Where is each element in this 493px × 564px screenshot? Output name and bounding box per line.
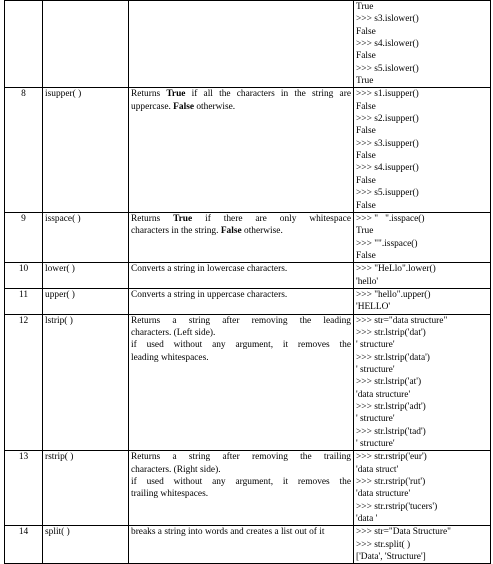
example-line: False — [356, 51, 376, 62]
description-line — [131, 451, 351, 463]
description-text: characters in the string. — [131, 226, 221, 237]
row-number: 9 — [5, 212, 43, 262]
description-cell — [129, 263, 354, 289]
description-cell — [129, 314, 354, 451]
example-line: >>> "HeLlo".lower() — [356, 264, 436, 275]
description-line — [131, 488, 351, 500]
examples-cell — [354, 212, 491, 262]
example-line: False — [356, 126, 376, 137]
example-line: >>> str.split( ) — [356, 539, 411, 550]
function-name — [43, 1, 129, 88]
example-line: >>> str.lstrip('data') — [356, 352, 430, 363]
description-line — [131, 315, 351, 327]
table-row — [5, 263, 491, 289]
table-body — [5, 1, 491, 564]
description-line — [131, 289, 351, 301]
examples-cell — [354, 288, 491, 314]
example-line: ' structure' — [356, 414, 395, 425]
example-line: ' structure' — [356, 364, 395, 375]
example-line: >>> s3.islower() — [356, 14, 419, 25]
description-text: characters. (Right side). — [131, 464, 221, 475]
table-row — [5, 314, 491, 451]
row-number: 14 — [5, 526, 43, 564]
table-row — [5, 88, 491, 212]
description-line — [131, 352, 351, 364]
example-line: >>> str.lstrip('at') — [356, 377, 422, 388]
description-text: if all the characters in the string are — [185, 89, 351, 100]
examples-cell — [354, 88, 491, 212]
example-line: 'data ' — [356, 514, 378, 525]
description-text: uppercase. — [131, 101, 174, 112]
table-row — [5, 212, 491, 262]
description-text: if used without any argument, it removes the — [131, 477, 351, 488]
row-number: 13 — [5, 451, 43, 526]
examples-cell — [354, 1, 491, 88]
function-name: isspace( ) — [43, 212, 129, 262]
example-line: >>> s5.isupper() — [356, 188, 419, 199]
description-text: trailing whitespaces. — [131, 489, 209, 500]
description-line — [131, 476, 351, 488]
function-name: isupper( ) — [43, 88, 129, 212]
example-line: True — [356, 2, 374, 12]
description-line — [131, 225, 351, 237]
examples-cell — [354, 451, 491, 526]
examples-cell — [354, 526, 491, 564]
table-row — [5, 288, 491, 314]
example-line: ['Data', 'Structure'] — [356, 552, 426, 563]
example-line: >>> s2.isupper() — [356, 114, 419, 125]
description-text: otherwise. — [194, 101, 236, 112]
example-line: >>> str.rstrip('tucers') — [356, 501, 438, 512]
description-cell — [129, 1, 354, 88]
example-line: >>> s1.isupper() — [356, 89, 419, 100]
example-line: False — [356, 151, 376, 162]
function-name: lower( ) — [43, 263, 129, 289]
example-line: False — [356, 250, 376, 261]
example-line: >>> str.lstrip('dat') — [356, 327, 426, 338]
example-line: 'data structure' — [356, 489, 411, 500]
row-number: 8 — [5, 88, 43, 212]
description-cell — [129, 526, 354, 564]
examples-cell — [354, 263, 491, 289]
example-line: False — [356, 101, 376, 112]
example-line: >>> str.lstrip('adt') — [356, 402, 426, 412]
example-line: >>> str.lstrip('tad') — [356, 426, 426, 437]
function-name: rstrip( ) — [43, 451, 129, 526]
description-text: Returns a string after removing the leading — [131, 315, 351, 326]
function-name: lstrip( ) — [43, 314, 129, 451]
examples-cell — [354, 314, 491, 451]
description-cell — [129, 451, 354, 526]
description-text: Returns a string after removing the trailing — [131, 452, 351, 463]
description-cell — [129, 88, 354, 212]
example-line: >>> s4.isupper() — [356, 163, 419, 174]
description-line — [131, 263, 351, 275]
description-text: if used without any argument, it removes the — [131, 340, 351, 351]
description-line — [131, 526, 351, 538]
table-row — [5, 526, 491, 564]
description-text: Converts a string in lowercase characters. — [131, 264, 288, 275]
example-line: 'data struct' — [356, 464, 399, 475]
example-line: True — [356, 226, 374, 237]
description-line — [131, 327, 351, 339]
example-line: 'data structure' — [356, 389, 411, 400]
description-keyword: False — [220, 226, 242, 237]
description-text: otherwise. — [241, 226, 283, 237]
description-line — [131, 213, 351, 225]
function-name: split( ) — [43, 526, 129, 564]
example-line: >>> str="Data Structure" — [356, 527, 451, 538]
example-line: >>> s3.isupper() — [356, 138, 419, 149]
description-keyword: True — [166, 89, 186, 100]
description-line — [131, 464, 351, 476]
description-text: characters. (Left side). — [131, 327, 216, 338]
string-methods-table — [4, 0, 491, 564]
description-cell — [129, 212, 354, 262]
row-number: 12 — [5, 314, 43, 451]
description-keyword: False — [173, 101, 195, 112]
description-text: breaks a string into words and creates a list out of it — [131, 527, 325, 538]
function-name: upper( ) — [43, 288, 129, 314]
example-line: >>> s5.islower() — [356, 63, 419, 74]
description-line — [131, 339, 351, 351]
description-text: Converts a string in uppercase characters. — [131, 289, 288, 300]
row-number: 11 — [5, 288, 43, 314]
example-line: ' structure' — [356, 439, 395, 450]
description-text: Returns — [131, 89, 167, 100]
example-line: False — [356, 26, 376, 37]
description-text: leading whitespaces. — [131, 352, 209, 363]
description-text: if there are only whitespace — [192, 213, 351, 224]
example-line: 'hello' — [356, 276, 379, 287]
description-line — [131, 101, 351, 113]
example-line: True — [356, 76, 374, 87]
example-line: >>> str.rstrip('rut') — [356, 477, 426, 488]
row-number — [5, 1, 43, 88]
description-text: Returns — [131, 213, 174, 224]
example-line: False — [356, 175, 376, 186]
example-line: >>> "hello".upper() — [356, 289, 431, 300]
example-line: >>> str="data structure" — [356, 315, 448, 326]
description-keyword: True — [173, 213, 193, 224]
description-cell — [129, 288, 354, 314]
description-line — [131, 88, 351, 100]
table-row — [5, 451, 491, 526]
example-line: >>> str.rstrip('eur') — [356, 452, 427, 463]
example-line: >>> "".isspace() — [356, 238, 418, 249]
row-number: 10 — [5, 263, 43, 289]
example-line: >>> s4.islower() — [356, 39, 419, 50]
example-line: ' structure' — [356, 340, 395, 351]
table-row — [5, 1, 491, 88]
example-line: False — [356, 200, 376, 211]
example-line: >>> " ".isspace() — [356, 213, 425, 224]
example-line: 'HELLO' — [356, 302, 391, 313]
